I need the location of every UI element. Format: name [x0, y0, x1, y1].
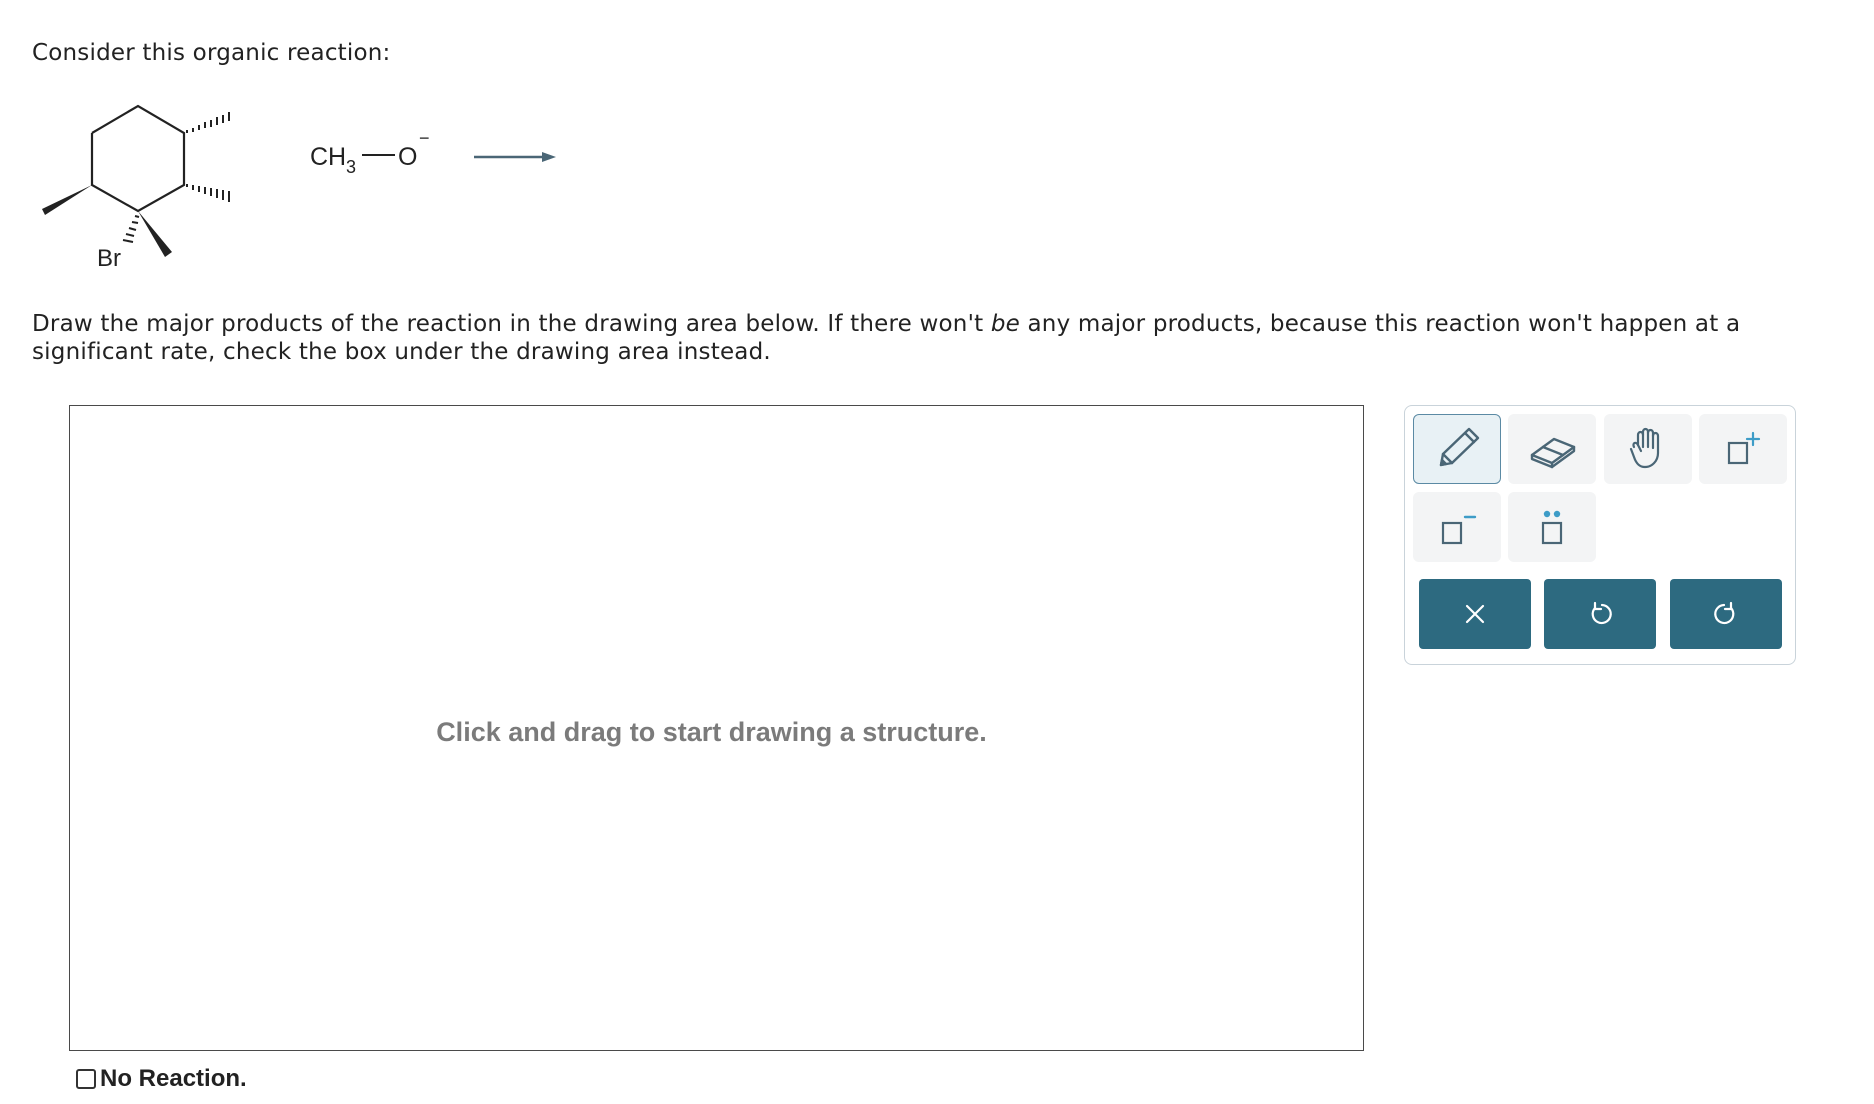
drawing-toolbox — [1404, 405, 1796, 665]
negative-charge-tool-button[interactable] — [1413, 492, 1501, 562]
redo-icon — [1712, 600, 1740, 628]
reaction-scheme — [30, 92, 590, 282]
question-intro: Consider this organic reaction: — [32, 40, 391, 66]
lone-pair-tool-button[interactable] — [1508, 492, 1596, 562]
reagent-ch: CH — [310, 143, 347, 171]
emphasis: be — [990, 311, 1020, 337]
no-reaction-checkbox[interactable] — [76, 1069, 96, 1089]
positive-charge-tool-button[interactable] — [1699, 414, 1787, 484]
undo-button[interactable] — [1544, 579, 1656, 649]
reaction-arrow — [474, 152, 556, 162]
cyclohexane-ring — [92, 106, 184, 211]
hashed-wedge-lower — [187, 184, 229, 202]
clear-button[interactable] — [1419, 579, 1531, 649]
move-tool-button[interactable] — [1604, 414, 1692, 484]
solid-wedge-left — [42, 185, 92, 215]
reagent-charge: − — [419, 128, 430, 148]
add-charge-minus-icon — [1429, 499, 1485, 555]
no-reaction-option[interactable] — [76, 1065, 247, 1093]
question-instructions: Draw the major products of the reaction in the drawing area below. If there won't be any major products, because this reaction won't happen at a significant rate, check the box under the drawing area instead. — [32, 311, 1741, 365]
eraser-icon — [1524, 421, 1580, 477]
br-label: Br — [97, 245, 121, 272]
redo-button[interactable] — [1670, 579, 1782, 649]
pencil-icon — [1429, 421, 1485, 477]
add-charge-plus-icon — [1715, 421, 1771, 477]
reagent-subscript: 3 — [346, 157, 357, 177]
clear-icon — [1462, 601, 1488, 627]
hashed-wedge-upper — [187, 112, 229, 133]
solid-wedge-lower — [138, 211, 172, 257]
reagent-oxygen: O — [398, 143, 418, 171]
no-reaction-label: No Reaction. — [100, 1065, 247, 1092]
undo-icon — [1586, 600, 1614, 628]
drawing-canvas[interactable] — [69, 405, 1364, 1051]
pencil-tool-button[interactable] — [1413, 414, 1501, 484]
eraser-tool-button[interactable] — [1508, 414, 1596, 484]
hand-icon — [1620, 421, 1676, 477]
drawing-hint: Click and drag to start drawing a structure. — [436, 717, 987, 747]
lone-pair-icon — [1524, 499, 1580, 555]
hashed-wedge-br — [123, 216, 139, 242]
